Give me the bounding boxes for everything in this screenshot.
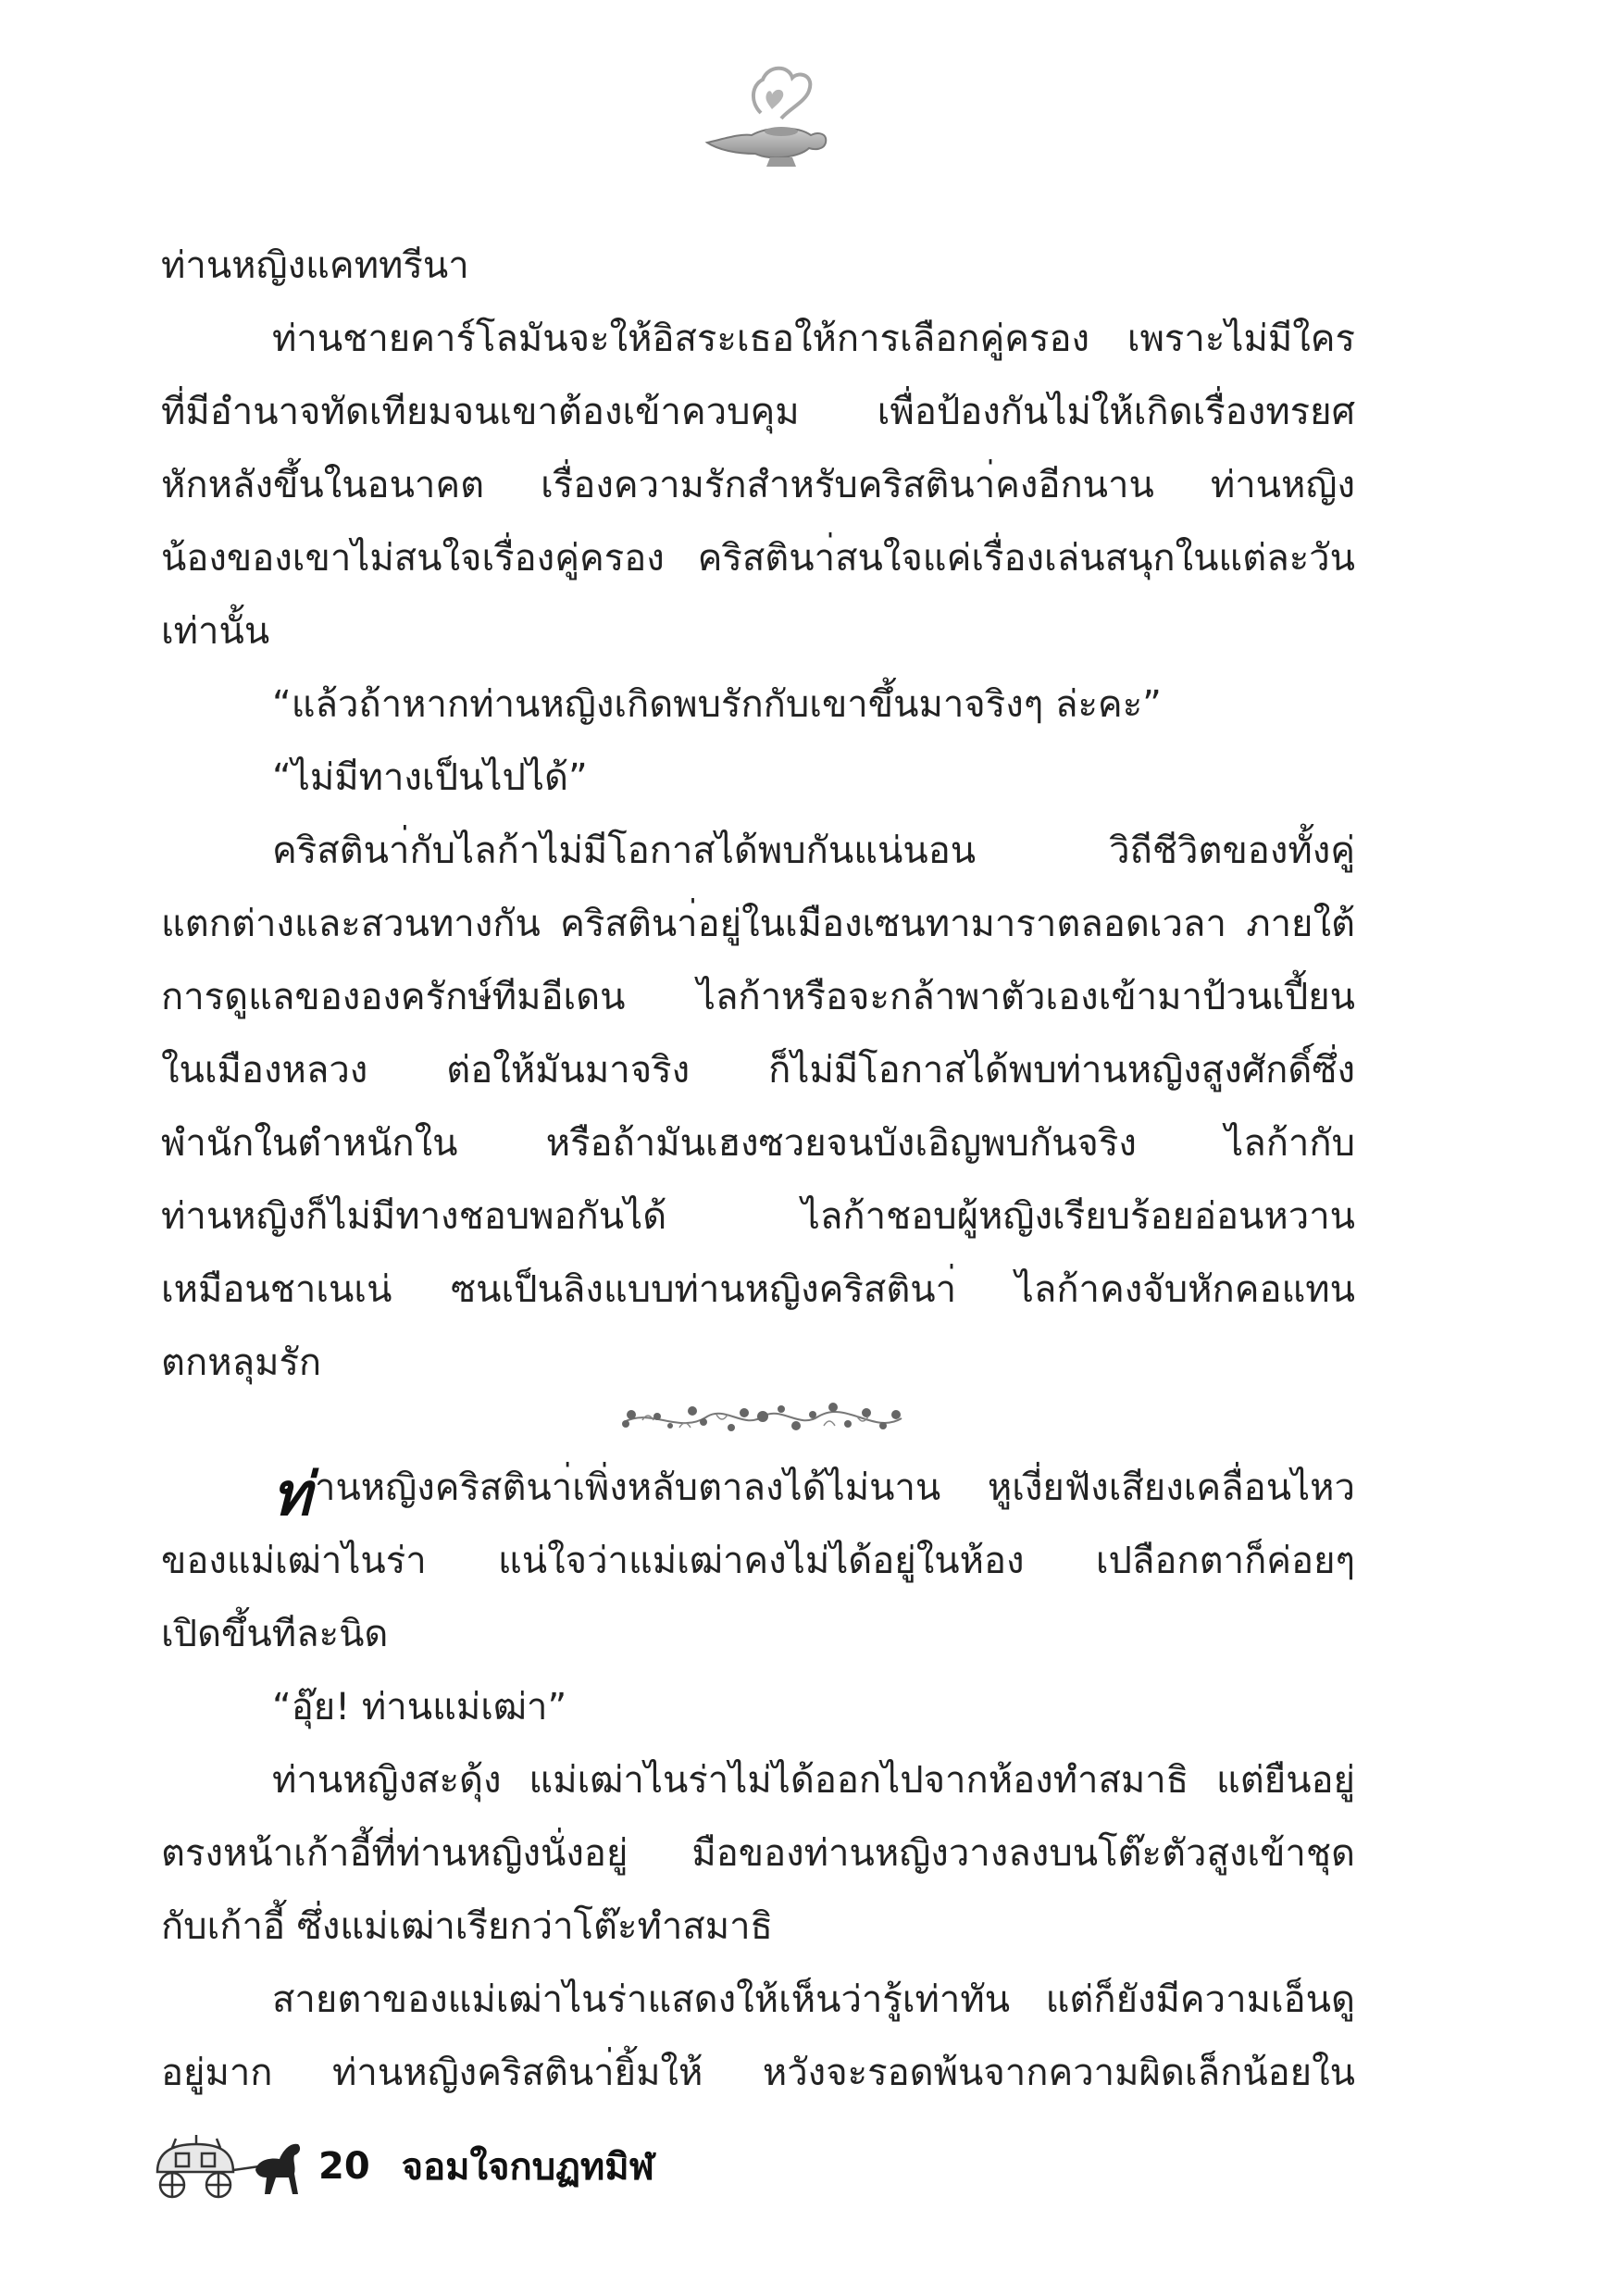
- text-line: [161, 522, 1355, 595]
- text-line-content: ในเมืองหลวง ต่อให้มันมาจริง ก็ไม่มีโอกาสได้พบท่านหญิงสูงศักดิ์ซึ่ง: [161, 1049, 1355, 1092]
- book-title: จอมใจกบฏทมิฬ: [401, 2146, 655, 2189]
- text-line: [161, 1254, 1355, 1327]
- drop-cap-letter: ท่: [272, 1461, 312, 1529]
- text-line-content: กับเก้าอี้ ซึ่งแม่เฒ่าเรียกว่าโต๊ะทำสมาธิ: [161, 1905, 773, 1948]
- text-line-content: สายตาของแม่เฒ่าไนร่าแสดงให้เห็นว่ารู้เท่าทัน แต่ก็ยังมีความเอ็นดู: [272, 1978, 1355, 2021]
- text-line-content: เหมือนชาเนเน่ ซนเป็นลิงแบบท่านหญิงคริสตินา่ ไลก้าคงจับหักคอแทน: [161, 1268, 1355, 1311]
- page-number: 20: [318, 2145, 370, 2188]
- text-line-content: ท่านหญิงสะดุ้ง แม่เฒ่าไนร่าไม่ได้ออกไปจากห้องทำสมาธิ แต่ยืนอยู่: [272, 1759, 1355, 1802]
- text-line: [161, 961, 1355, 1034]
- text-line: [161, 742, 1355, 815]
- text-line: [161, 888, 1355, 961]
- text-line: [161, 303, 1355, 376]
- text-line-content: ท่านหญิงแคททรีนา: [161, 244, 469, 287]
- text-line: [161, 1890, 1355, 1964]
- text-line: [161, 449, 1355, 522]
- text-line: [161, 230, 1355, 303]
- text-line: [161, 376, 1355, 449]
- text-line: [161, 1671, 1355, 1744]
- text-line-content: ของแม่เฒ่าไนร่า แน่ใจว่าแม่เฒ่าคงไม่ได้อยู่ในห้อง เปลือกตาก็ค่อยๆ: [161, 1540, 1355, 1582]
- text-line: [161, 595, 1355, 668]
- text-line-content: ที่มีอำนาจทัดเทียมจนเขาต้องเข้าควบคุม เพื่อป้องกันไม่ให้เกิดเรื่องทรยศ: [161, 391, 1355, 433]
- text-line-content: เท่านั้น: [161, 610, 270, 653]
- text-line: [161, 815, 1355, 888]
- text-line-content: “ไม่มีทางเป็นไปได้”: [272, 756, 588, 799]
- text-line-content: ท่านหญิงก็ไม่มีทางชอบพอกันได้ ไลก้าชอบผู้หญิงเรียบร้อยอ่อนหวาน: [161, 1195, 1355, 1238]
- text-line-content: แตกต่างและสวนทางกัน คริสตินา่อยู่ในเมืองเซนทามาราตลอดเวลา ภายใต้: [161, 903, 1355, 945]
- text-line-content: น้องของเขาไม่สนใจเรื่องคู่ครอง คริสตินา่สนใจแค่เรื่องเล่นสนุกในแต่ละวัน: [161, 537, 1355, 580]
- text-line: [161, 1452, 1355, 1525]
- text-line: [161, 1034, 1355, 1107]
- text-line: [161, 1964, 1355, 2037]
- floral-flourish-icon: [615, 1389, 911, 1448]
- text-line-content: พำนักในตำหนักใน หรือถ้ามันเฮงซวยจนบังเอิญพบกันจริง ไลก้ากับ: [161, 1122, 1355, 1165]
- body-section-1: [161, 230, 1355, 1400]
- text-line: [161, 1180, 1355, 1254]
- text-line-content: อยู่มาก ท่านหญิงคริสตินา่ยิ้มให้ หวังจะรอดพ้นจากความผิดเล็กน้อยใน: [161, 2052, 1355, 2094]
- text-line-content: ท่านชายคาร์โลมันจะให้อิสระเธอให้การเลือกคู่ครอง เพราะไม่มีใคร: [272, 318, 1355, 360]
- text-line-content: คริสตินา่กับไลก้าไม่มีโอกาสได้พบกันแน่นอน วิถีชีวิตของทั้งคู่: [272, 830, 1355, 872]
- text-line: [161, 1817, 1355, 1890]
- text-line-content: “แล้วถ้าหากท่านหญิงเกิดพบรักกับเขาขึ้นมาจริงๆ ล่ะคะ”: [272, 683, 1162, 726]
- text-line: [161, 1598, 1355, 1671]
- text-line-content: ตกหลุมรัก: [161, 1341, 322, 1384]
- text-line-content: านหญิงคริสตินา่เพิ่งหลับตาลงได้ไม่นาน หูเงี่ยฟังเสียงเคลื่อนไหว: [315, 1466, 1355, 1509]
- text-line: [161, 2037, 1355, 2110]
- text-line: [161, 1744, 1355, 1817]
- text-line-content: เปิดขึ้นทีละนิด: [161, 1613, 389, 1655]
- genie-lamp-icon: [696, 57, 835, 173]
- text-line-content: หักหลังขึ้นในอนาคต เรื่องความรักสำหรับคริสตินา่คงอีกนาน ท่านหญิง: [161, 464, 1355, 506]
- text-line-content: “อุ๊ย! ท่านแม่เฒ่า”: [272, 1686, 567, 1728]
- horse-carriage-icon: [148, 2133, 313, 2200]
- text-line: [161, 668, 1355, 742]
- page-footer: [148, 2129, 654, 2203]
- text-line: [161, 1107, 1355, 1180]
- body-section-2: [161, 1452, 1355, 2110]
- text-line-content: ตรงหน้าเก้าอี้ที่ท่านหญิงนั่งอยู่ มือของท่านหญิงวางลงบนโต๊ะตัวสูงเข้าชุด: [161, 1832, 1355, 1875]
- text-line: [161, 1525, 1355, 1598]
- text-line-content: การดูแลขององครักษ์ทีมอีเดน ไลก้าหรือจะกล้าพาตัวเองเข้ามาป้วนเปี้ยน: [161, 976, 1355, 1018]
